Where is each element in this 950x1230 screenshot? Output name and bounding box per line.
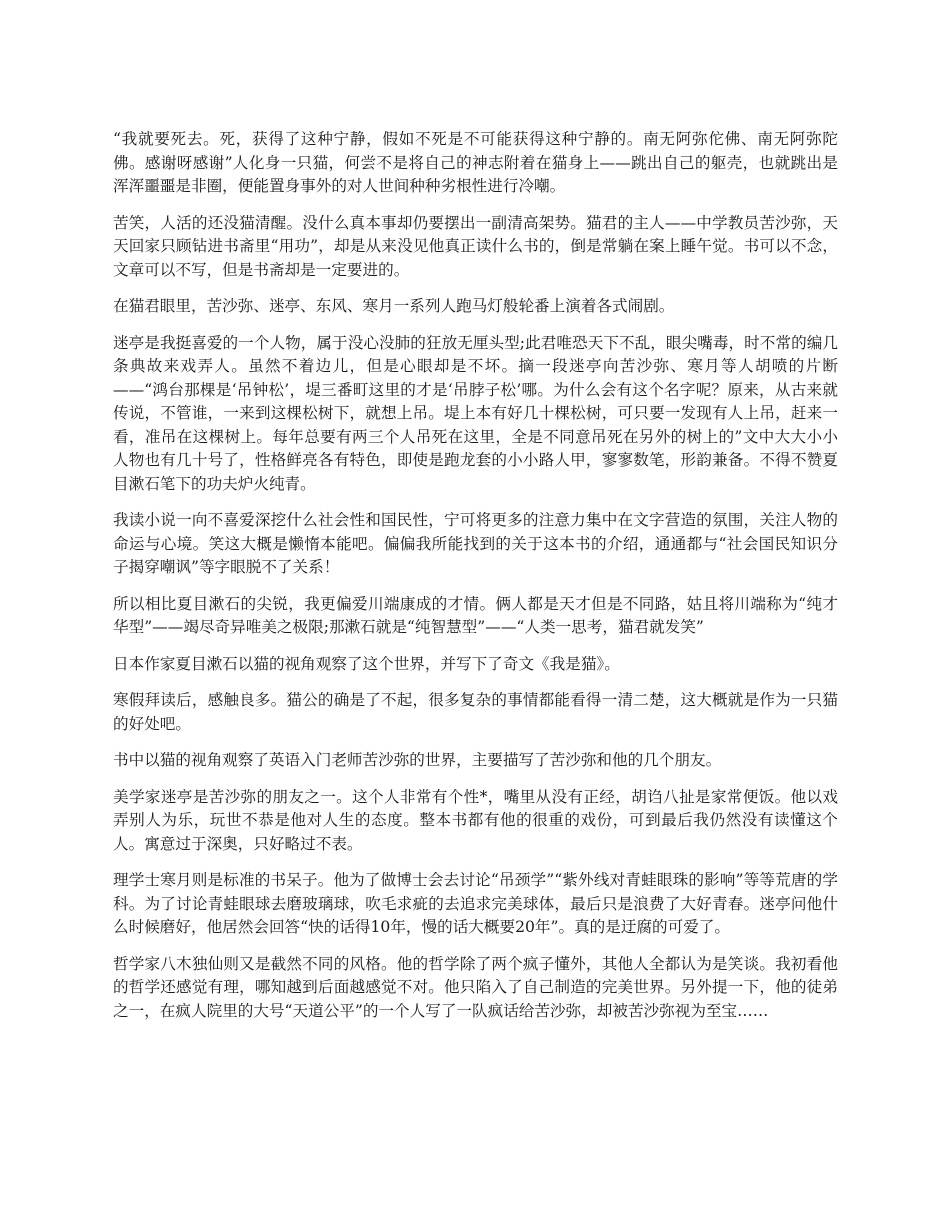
paragraph: 日本作家夏目漱石以猫的视角观察了这个世界，并写下了奇文《我是猫》。 — [113, 654, 620, 673]
paragraph: 寒假拜读后，感触良多。猫公的确是了不起，很多复杂的事情都能看得一清二楚，这大概就是作为一只猫的好处吧。 — [113, 691, 838, 733]
paragraph: 迷亭是我挺喜爱的一个人物，属于没心没肺的狂放无厘头型;此君唯恐天下不乱，眼尖嘴毒，时不常的编几条典故来戏弄人。虽然不着边儿，但是心眼却是不坏。摘一段迷亭向苦沙弥、寒月等人胡喷的片断——“鸿台那棵是‘吊钟松’，堤三番町这里的才是‘吊脖子松’哪。为什么会有这个名字呢？原来，从古来就传说，不管谁，一来到这棵松树下，就想上吊。堤上本有好几十棵松树，可只要一发现有人上吊，赶来一看，准吊在这棵树上。每年总要有两三个人吊死在这里，全是不同意吊死在另外的树上的”文中大大小小人物也有几十号了，性格鲜亮各有特色，即使是跑龙套的小小路人甲，寥寥数笔，形韵兼备。不得不赞夏目漱石笔下的功夫炉火纯青。 — [113, 333, 838, 493]
document-body — [113, 128, 838, 1036]
paragraph: 理学士寒月则是标准的书呆子。他为了做博士会去讨论“吊颈学”“紫外线对青蛙眼珠的影响”等等荒唐的学科。为了讨论青蛙眼球去磨玻璃球，吹毛求疵的去追求完美球体，最后只是浪费了大好青春。迷亭问他什么时候磨好，他居然会回答“快的话得10年，慢的话大概要20年”。真的是迂腐的可爱了。 — [113, 871, 838, 936]
paragraph: “我就要死去。死，获得了这种宁静，假如不死是不可能获得这种宁静的。南无阿弥佗佛、南无阿弥陀佛。感谢呀感谢”人化身一只猫，何尝不是将自己的神志附着在猫身上——跳出自己的躯壳，也就跳出是浑浑噩噩是非圈，便能置身事外的对人世间种种劣根性进行冷嘲。 — [113, 130, 838, 195]
paragraph: 在猫君眼里，苦沙弥、迷亭、东风、寒月一系列人跑马灯般轮番上演着各式闹剧。 — [113, 297, 675, 315]
paragraph: 苦笑，人活的还没猫清醒。没什么真本事却仍要摆出一副清高架势。猫君的主人——中学教员苦沙弥，天天回家只顾钻进书斋里“用功”，却是从来没见他真正读什么书的，倒是常躺在案上睡午觉。书可以不念，文章可以不写，但是书斋却是一定要进的。 — [113, 213, 838, 279]
paragraph: 所以相比夏目漱石的尖锐，我更偏爱川端康成的才情。俩人都是天才但是不同路，姑且将川端称为“纯才华型”——竭尽奇异唯美之极限;那漱石就是“纯智慧型”——“人类一思考，猫君就发笑” — [113, 594, 838, 636]
paragraph: 哲学家八木独仙则又是截然不同的风格。他的哲学除了两个疯子懂外，其他人全都认为是笑谈。我初看他的哲学还感觉有理，哪知越到后面越感觉不对。他只陷入了自己制造的完美世界。另外提一下，他的徒弟之一，在疯人院里的大号“天道公平”的一个人写了一队疯话给苦沙弥，却被苦沙弥视为至宝…… — [113, 954, 838, 1020]
paragraph: 书中以猫的视角观察了英语入门老师苦沙弥的世界，主要描写了苦沙弥和他的几个朋友。 — [113, 751, 722, 769]
paragraph: 美学家迷亭是苦沙弥的朋友之一。这个人非常有个性*，嘴里从没有正经，胡诌八扯是家常便饭。他以戏弄别人为乐，玩世不恭是他对人生的态度。整本书都有他的很重的戏份，可到最后我仍然没有读懂这个人。寓意过于深奥，只好略过不表。 — [113, 787, 838, 853]
paragraph: 我读小说一向不喜爱深挖什么社会性和国民性，宁可将更多的注意力集中在文字营造的氛围，关注人物的命运与心境。笑这大概是懒惰本能吧。偏偏我所能找到的关于这本书的介绍，通通都与“社会国民知识分子揭穿嘲讽”等字眼脱不了关系！ — [113, 511, 838, 576]
